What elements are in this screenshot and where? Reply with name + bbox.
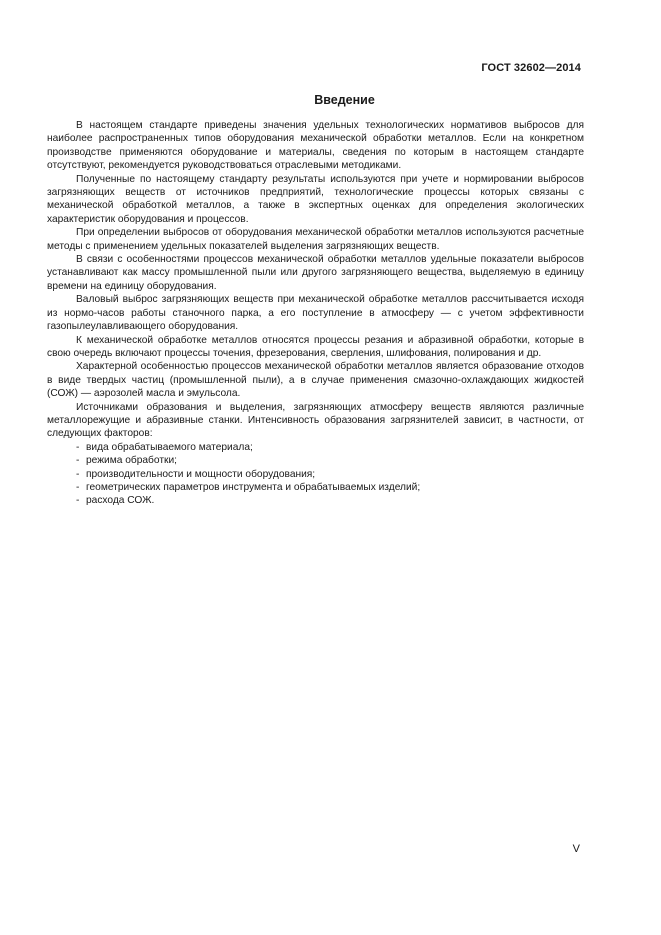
list-item: [47, 481, 584, 494]
paragraph: В настоящем стандарте приведены значения удельных технологических нормативов выбросов для наиболее распространенных типов оборудования механической обработки металлов. Если на конкретном производстве применяются оборудование и материалы, сведения по которым в настоящем стандарте отсутствуют, рекомендуется руководствоваться отраслевыми методиками.: [47, 120, 584, 172]
paragraph: При определении выбросов от оборудования механической обработки металлов используются расчетные методы с применением удельных показателей выделения загрязняющих веществ.: [47, 227, 584, 252]
page-number: V: [572, 843, 580, 855]
bullet-dash: -: [76, 441, 80, 453]
list-item-text: производительности и мощности оборудования;: [86, 468, 316, 480]
bullet-dash: -: [76, 455, 80, 467]
paragraph: В связи с особенностями процессов механической обработки металлов удельные показатели выбросов устанавливают как массу промышленной пыли или другого загрязняющего вещества, выделяемую в единицу времени на единицу оборудования.: [47, 254, 584, 292]
standard-code: ГОСТ 32602—2014: [481, 62, 581, 74]
list-item: [47, 494, 584, 507]
list-item: [47, 454, 584, 467]
paragraph: Полученные по настоящему стандарту результаты используются при учете и нормировании выбросов загрязняющих веществ от источников предприятий, технологические процессы которых связаны с механической обработкой металлов, а также в экспертных оценках для определения экологических характеристик оборудования и процессов.: [47, 173, 584, 225]
bullet-dash: -: [76, 495, 80, 507]
list-item-text: расхода СОЖ.: [86, 495, 155, 507]
paragraph: Источниками образования и выделения, загрязняющих атмосферу веществ являются различные металлорежущие и абразивные станки. Интенсивность образования загрязнителей зависит, в частности, от следующих факторов:: [47, 401, 584, 440]
list-item-text: режима обработки;: [86, 455, 177, 467]
body-text: [47, 119, 584, 508]
list-item-text: геометрических параметров инструмента и обрабатываемых изделий;: [86, 481, 421, 493]
bullet-dash: -: [76, 481, 80, 493]
list-item: [47, 468, 584, 481]
paragraph: К механической обработке металлов относятся процессы резания и абразивной обработки, которые в свою очередь включают процессы точения, фрезерования, сверления, шлифования, полирования и др.: [47, 334, 584, 359]
paragraph: Характерной особенностью процессов механической обработки металлов является образование отходов в виде твердых частиц (промышленной пыли), а в случае применения смазочно-охлаждающих жидкостей (СОЖ) — аэрозолей масла и эмульсола.: [47, 361, 584, 400]
bullet-dash: -: [76, 468, 80, 480]
list-item: [47, 441, 584, 454]
factor-list: [47, 441, 584, 508]
list-item-text: вида обрабатываемого материала;: [86, 441, 253, 453]
paragraph: Валовый выброс загрязняющих веществ при механической обработке металлов рассчитывается исходя из нормо-часов работы станочного парка, а его поступление в атмосферу — с учетом эффективности газопылеулавливающего оборудования.: [47, 294, 584, 333]
section-title: Введение: [314, 93, 375, 107]
